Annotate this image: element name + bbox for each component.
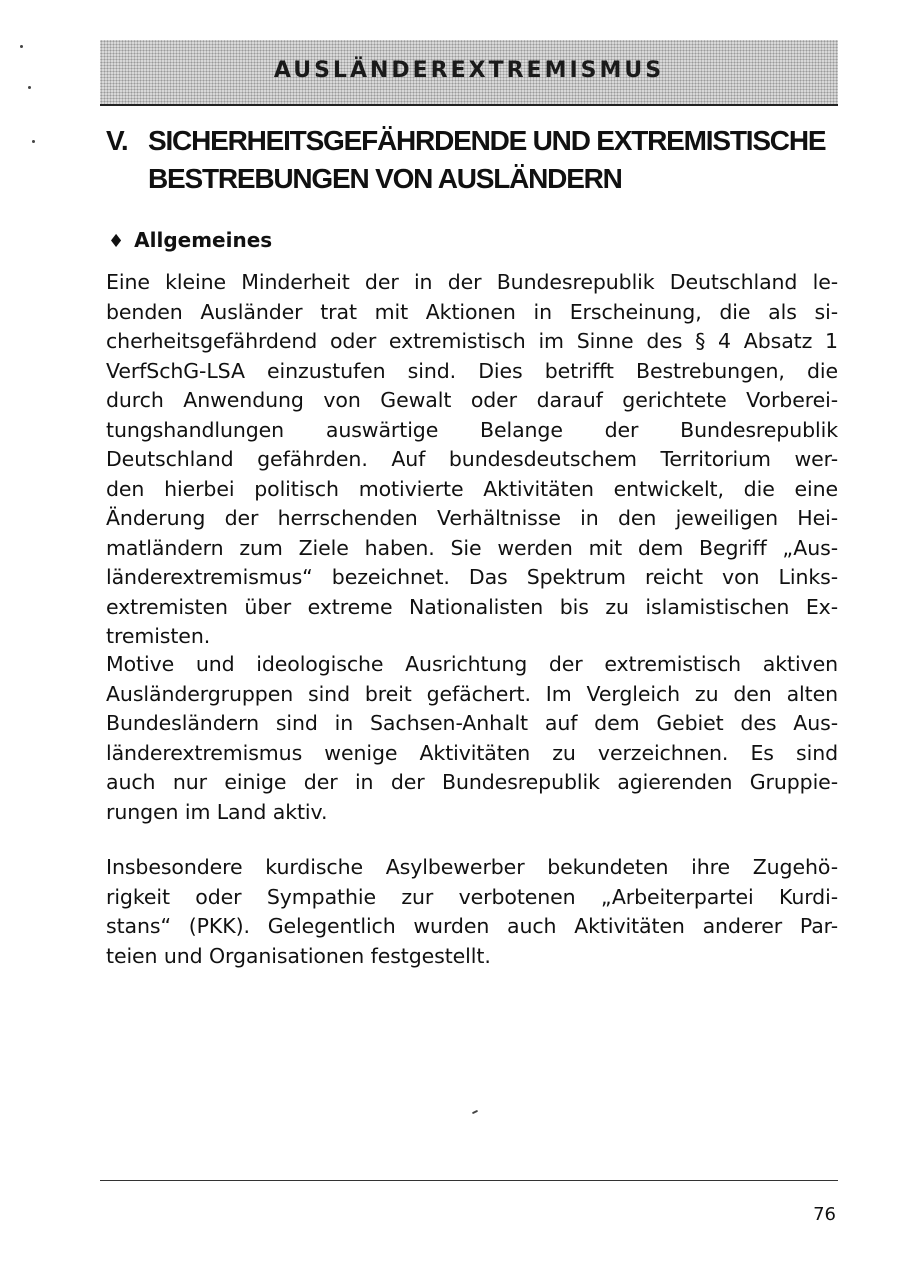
paragraph-2 (106, 650, 838, 827)
text-line: matländern zum Ziele haben. Sie werden mit dem Begriff „Aus- (106, 535, 838, 560)
text-line: extremisten über extreme Nationalisten bis zu islamistischen Ex- (106, 594, 838, 619)
chapter-title-line-2: BESTREBUNGEN VON AUSLÄNDERN (148, 163, 622, 194)
text-line: Deutschland gefährden. Auf bundesdeutschem Territorium wer- (106, 447, 838, 471)
text-line: VerfSchG-LSA einzustufen sind. Dies betrifft Bestrebungen, die (106, 358, 838, 383)
text-line: Motive und ideologische Ausrichtung der extremistisch aktiven (106, 652, 838, 676)
chapter-title (106, 122, 846, 198)
text-line: durch Anwendung von Gewalt oder darauf gerichtete Vorberei- (106, 388, 838, 412)
text-line: tremisten. (106, 624, 211, 648)
text-line: Insbesondere kurdische Asylbewerber bekundeten ihre Zugehö- (106, 855, 838, 879)
chapter-number: V. (106, 125, 128, 156)
chapter-title-line-1: SICHERHEITSGEFÄHRDENDE UND EXTREMISTISCHE (148, 125, 826, 156)
text-line: rungen im Land aktiv. (106, 799, 328, 824)
text-line: länderextremismus“ bezeichnet. Das Spektrum reicht von Links- (106, 565, 838, 589)
scan-speck (472, 1110, 478, 1114)
paragraph-1 (106, 268, 838, 652)
running-header-title: AUSLÄNDEREXTREMISMUS (273, 58, 665, 83)
text-line: Bundesländern sind in Sachsen-Anhalt auf dem Gebiet des Aus- (106, 711, 838, 735)
text-line: Eine kleine Minderheit der in der Bundesrepublik Deutschland le- (106, 270, 838, 294)
text-line: auch nur einige der in der Bundesrepublik agierenden Gruppie- (106, 770, 838, 794)
text-line: teien und Organisationen festgestellt. (106, 943, 491, 968)
footer-rule (100, 1180, 838, 1181)
text-line: cherheitsgefährdend oder extremistisch im Sinne des § 4 Absatz 1 (106, 329, 838, 353)
text-line: stans“ (PKK). Gelegentlich wurden auch Aktivitäten anderer Par- (106, 914, 838, 938)
page-number: 76 (813, 1204, 836, 1225)
text-line: rigkeit oder Sympathie zur verbotenen „Arbeiterpartei Kurdi- (106, 884, 838, 909)
scan-speck (32, 140, 35, 143)
text-line: Änderung der herrschenden Verhältnisse in den jeweiligen Hei- (106, 506, 838, 530)
text-line: tungshandlungen auswärtige Belange der Bundesrepublik (106, 417, 838, 442)
scan-speck (20, 45, 23, 48)
text-line: benden Ausländer trat mit Aktionen in Erscheinung, die als si- (106, 299, 838, 324)
diamond-bullet-icon: ♦ (108, 231, 125, 252)
text-line: Ausländergruppen sind breit gefächert. Im Vergleich zu den alten (106, 681, 838, 706)
text-line: den hierbei politisch motivierte Aktivitäten entwickelt, die eine (106, 476, 838, 501)
header-rule (100, 104, 838, 106)
paragraph-3 (106, 853, 838, 971)
section-heading (108, 228, 272, 252)
text-line: länderextremismus wenige Aktivitäten zu verzeichnen. Es sind (106, 740, 838, 765)
scan-speck (28, 86, 31, 89)
section-heading-label: Allgemeines (134, 228, 273, 252)
